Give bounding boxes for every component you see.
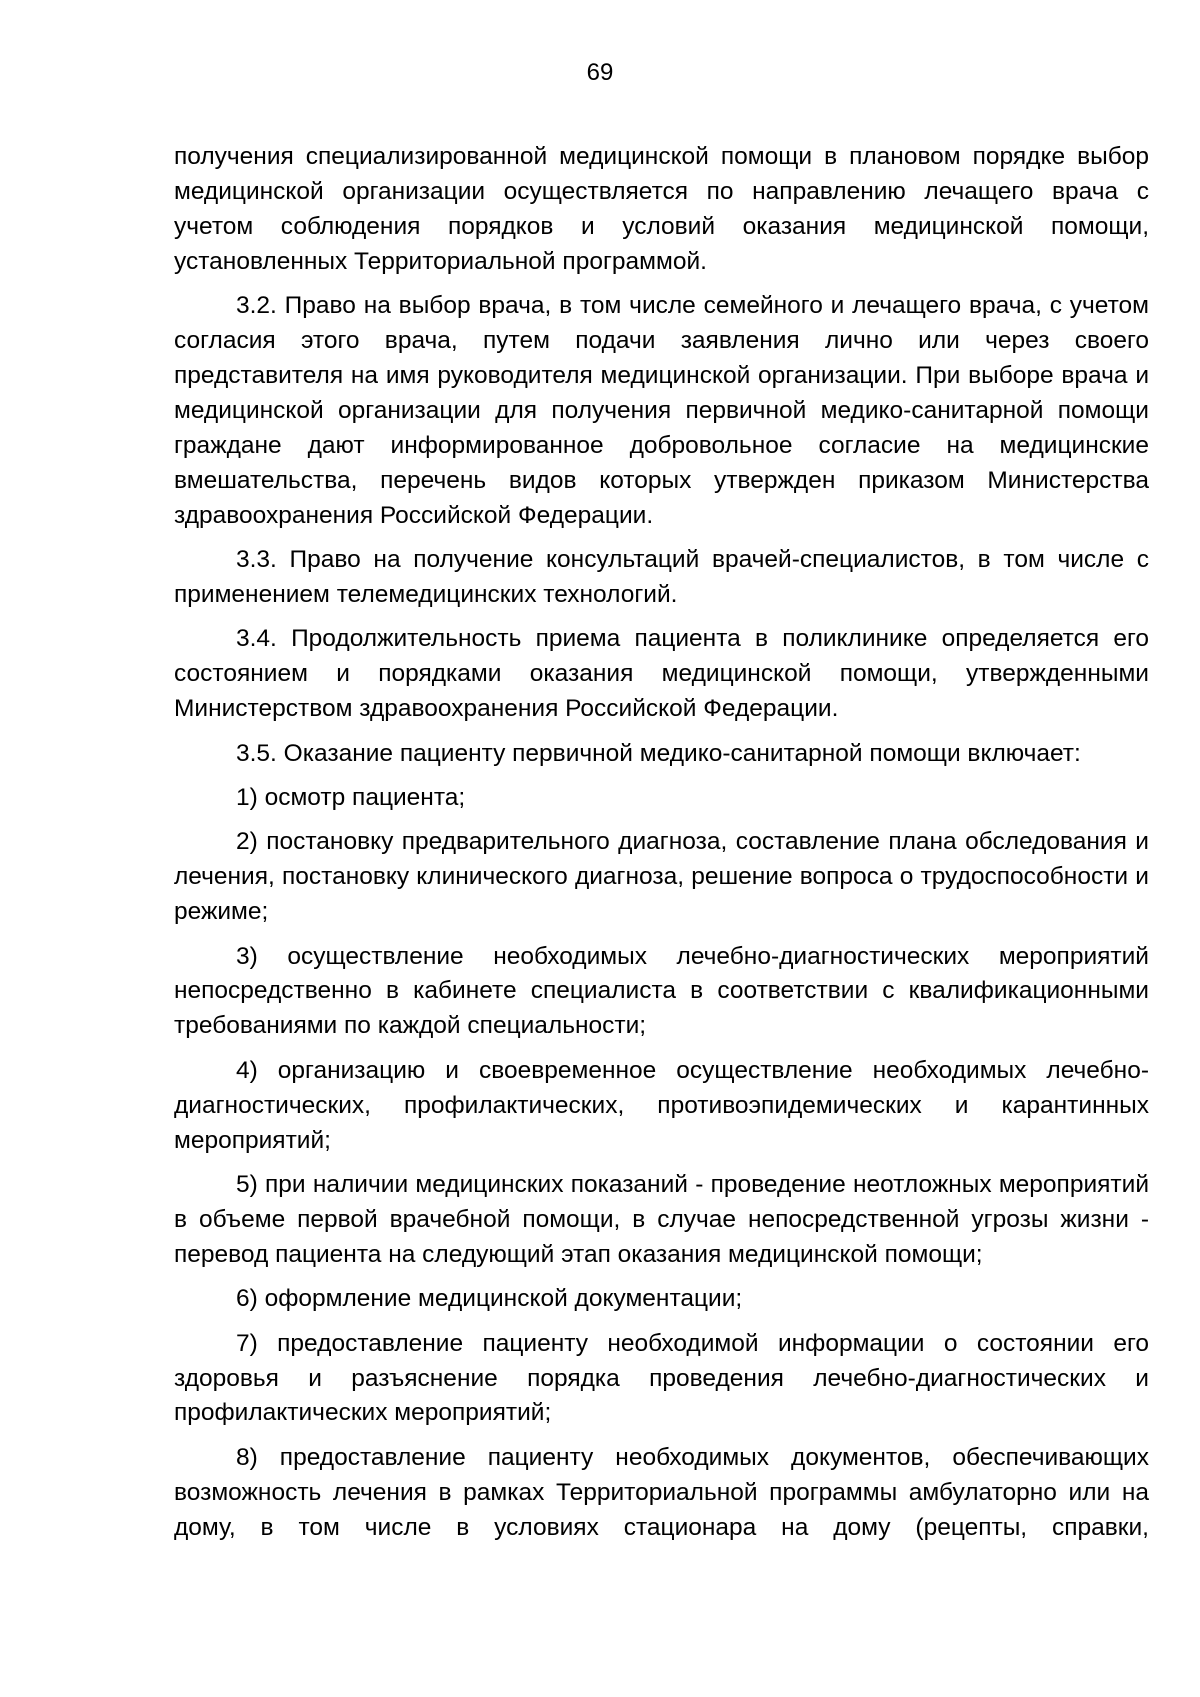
paragraph-3-5: 3.5. Оказание пациенту первичной медико-санитарной помощи включает:: [236, 739, 1081, 767]
list-item-6: 6) оформление медицинской документации;: [236, 1285, 743, 1313]
list-item-2: 2) постановку предварительного диагноза, составление плана обследования и лечения, постановку клинического диагноза, решение вопроса о трудоспособности и режиме;: [174, 828, 1149, 926]
list-item-8: 8) предоставление пациенту необходимых документов, обеспечивающих возможность лечения в рамках Территориальной программы амбулаторно или на дому, в том числе в условиях стационара на дому (рецепты, справки,: [174, 1443, 1149, 1541]
list-item-5: 5) при наличии медицинских показаний - проведение неотложных мероприятий в объеме первой врачебной помощи, в случае непосредственной угрозы жизни - перевод пациента на следующий этап оказания медицинской помощи;: [174, 1170, 1149, 1268]
list-item-7: 7) предоставление пациенту необходимой информации о состоянии его здоровья и разъяснение порядка проведения лечебно-диагностических и профилактических мероприятий;: [174, 1329, 1149, 1427]
paragraph-continuation: получения специализированной медицинской помощи в плановом порядке выбор медицинской организации осуществляется по направлению лечащего врача с учетом соблюдения порядков и условий оказания медицинской помощи, установленных Территориальной программой.: [174, 143, 1149, 275]
list-item-4: 4) организацию и своевременное осуществление необходимых лечебно-диагностических, профилактических, противоэпидемических и карантинных мероприятий;: [174, 1056, 1149, 1154]
document-body: [174, 140, 1149, 1555]
page-number: 69: [586, 59, 614, 86]
list-item-3: 3) осуществление необходимых лечебно-диагностических мероприятий непосредственно в кабинете специалиста в соответствии с квалификационными требованиями по каждой специальности;: [174, 942, 1149, 1040]
list-item-1: 1) осмотр пациента;: [236, 783, 466, 811]
paragraph-3-3: 3.3. Право на получение консультаций врачей-специалистов, в том числе с применением телемедицинских технологий.: [174, 545, 1149, 608]
paragraph-3-2: 3.2. Право на выбор врача, в том числе семейного и лечащего врача, с учетом согласия этого врача, путем подачи заявления лично или через своего представителя на имя руководителя медицинской организации. При выборе врача и медицинской организации для получения первичной медико-санитарной помощи граждане дают информированное добровольное согласие на медицинские вмешательства, перечень видов которых утвержден приказом Министерства здравоохранения Российской Федерации.: [174, 292, 1149, 529]
paragraph-3-4: 3.4. Продолжительность приема пациента в поликлинике определяется его состоянием и порядками оказания медицинской помощи, утвержденными Министерством здравоохранения Российской Федерации.: [174, 625, 1149, 723]
